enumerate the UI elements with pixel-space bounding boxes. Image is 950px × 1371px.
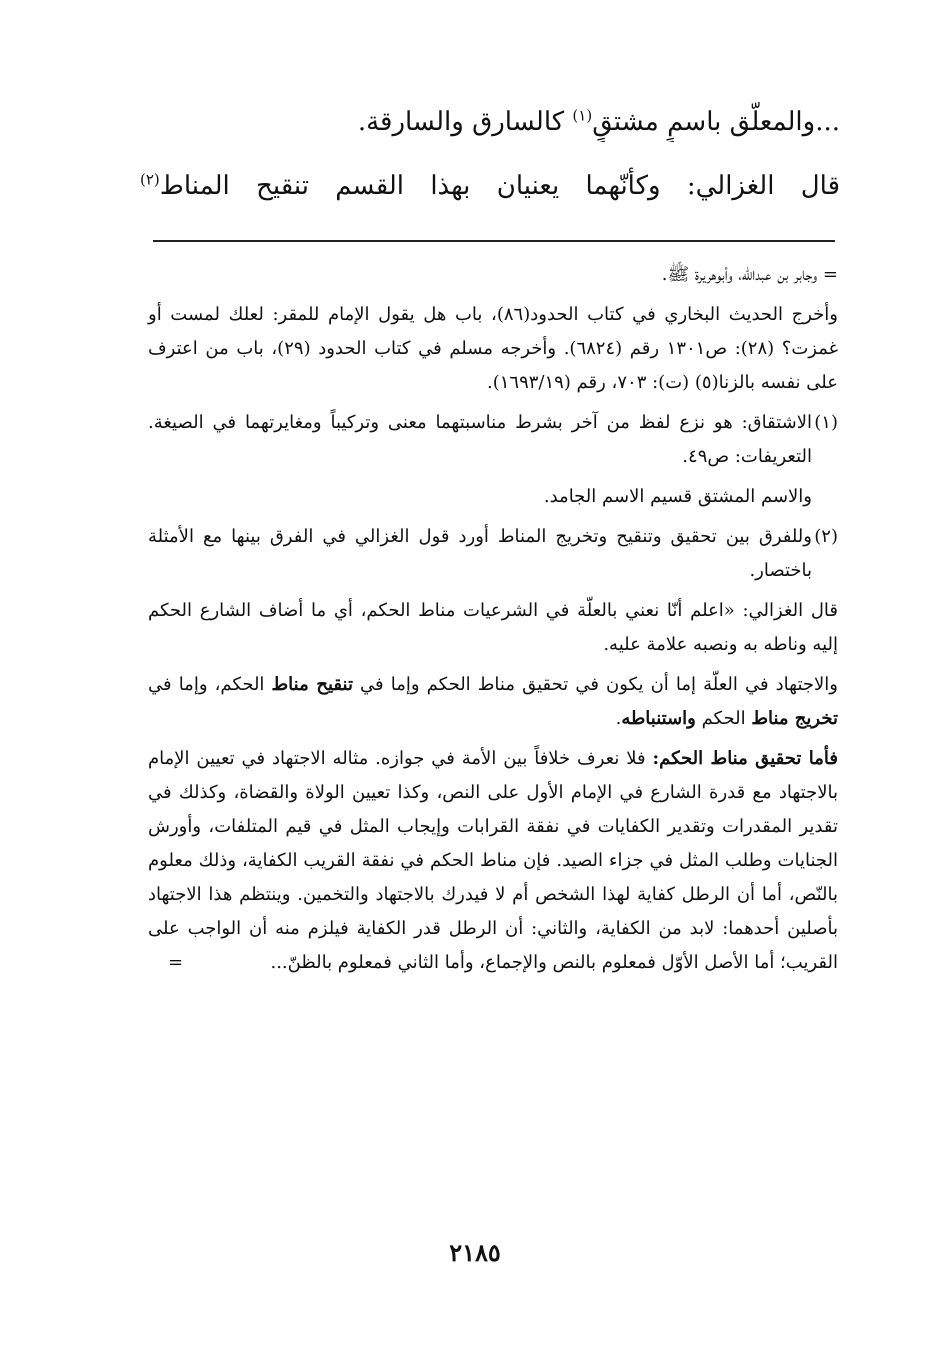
quote-3-heading: فأما تحقيق مناط الحكم: xyxy=(652,748,838,769)
footnote-continuation-1: = وجابر بن عبدالله، وأبوهريرة ﷺ. xyxy=(661,264,838,285)
footnote-separator xyxy=(153,240,835,242)
footnote-2-quote-2 xyxy=(148,668,838,736)
main-text xyxy=(140,80,840,206)
quote-2-bold-tanqih: تنقيح مناط xyxy=(271,674,353,695)
footnote-1-extra-text: والاسم المشتق قسيم الاسم الجامد. xyxy=(543,486,812,507)
quote-2-bold-istinbat: واستنباطه xyxy=(621,708,696,729)
footnote-1 xyxy=(148,406,838,474)
quote-2-end: . xyxy=(615,708,622,729)
quote-3-text: فلا نعرف خلافاً بين الأمة في جوازه. مثاله الاجتهاد في تعيين الإمام بالاجتهاد مع قدرة الشارع في الإمام الأول على النص، وكذا تعيين الولاة والقضاة، وكذلك في تقدير المقدرات وتقدير الكفايات في نفقة القرابات وإيجاب المثل في قيم المتلفات، وأورش الجنايات وطلب المثل في جزاء الصيد. فإن مناط الحكم في نفقة القريب الكفاية، وذلك معلوم بالنّص، أما أن الرطل كفاية لهذا الشخص أم لا فيدرك بالاجتهاد والتخمين. وينتظم هذا الاجتهاد بأصلين أحدهما: لابد من الكفاية، والثاني: أن الرطل قدر الكفاية فيلزم منه أن الواجب على القريب؛ أما الأصل الأوّل فمعلوم بالنص والإجماع، وأما الثاني فمعلوم بالظنّ... xyxy=(148,748,838,973)
footnote-continuation-2: وأخرج الحديث البخاري في كتاب الحدود(٨٦)، باب هل يقول الإمام للمقر: لعلك لمست أو غمزت؟ (٢٨): ص١٣٠١ رقم (٦٨٢٤). وأخرجه مسلم في كتاب الحدود (٢٩)، باب من اعترف على نفسه بالزنا(٥) (ت): ٧٠٣، رقم (١٦٩٣/١٩). xyxy=(148,304,839,393)
footnote-1-extra xyxy=(148,480,838,514)
main-text-line-1 xyxy=(140,102,840,142)
footnote-2-number: (٢) xyxy=(814,526,838,547)
quote-2-bold-takhrij: تخريج مناط xyxy=(751,708,838,729)
main-text-line-1-start: ...والمعلّق باسمٍ مشتقٍ xyxy=(592,107,840,137)
main-text-line-2-body: قال الغزالي: وكأنّهما يعنيان بهذا القسم تنقيح المناط xyxy=(159,171,840,201)
quote-2-mid-2: الحكم xyxy=(695,708,752,729)
footnote-reference-2: (٢) xyxy=(140,170,160,189)
quote-2-mid: الحكم، وإما في xyxy=(148,674,272,695)
footnote-2 xyxy=(148,520,838,588)
page-number: ٢١٨٥ xyxy=(449,1238,501,1267)
main-text-line-2 xyxy=(140,166,840,206)
main-text-line-1-end: كالسارق والسارقة. xyxy=(357,107,573,137)
footnote-2-quote-1: قال الغزالي: «اعلم أنّا نعني بالعلّة في الشرعيات مناط الحكم، أي ما أضاف الشارع الحكم إليه وناطه به ونصبه علامة عليه. xyxy=(148,600,838,655)
footnote-2-quote-3 xyxy=(148,742,838,980)
footnote-1-number: (١) xyxy=(814,412,838,433)
quote-2-start: والاجتهاد في العلّة إما أن يكون في تحقيق مناط الحكم وإما في xyxy=(352,674,838,695)
footnote-reference-1: (١) xyxy=(572,106,593,125)
footnotes xyxy=(148,258,838,986)
footnote-1-text: الاشتقاق: هو نزع لفظ من آخر بشرط مناسبتهما معنى وتركيباً ومغايرتهما في الصيغة. التعريفات: ص٤٩. xyxy=(148,412,812,467)
footnote-2-text: وللفرق بين تحقيق وتنقيح وتخريج المناط أورد قول الغزالي في الفرق بينها مع الأمثلة باختصار. xyxy=(148,526,812,581)
continuation-marker: = xyxy=(168,952,184,973)
